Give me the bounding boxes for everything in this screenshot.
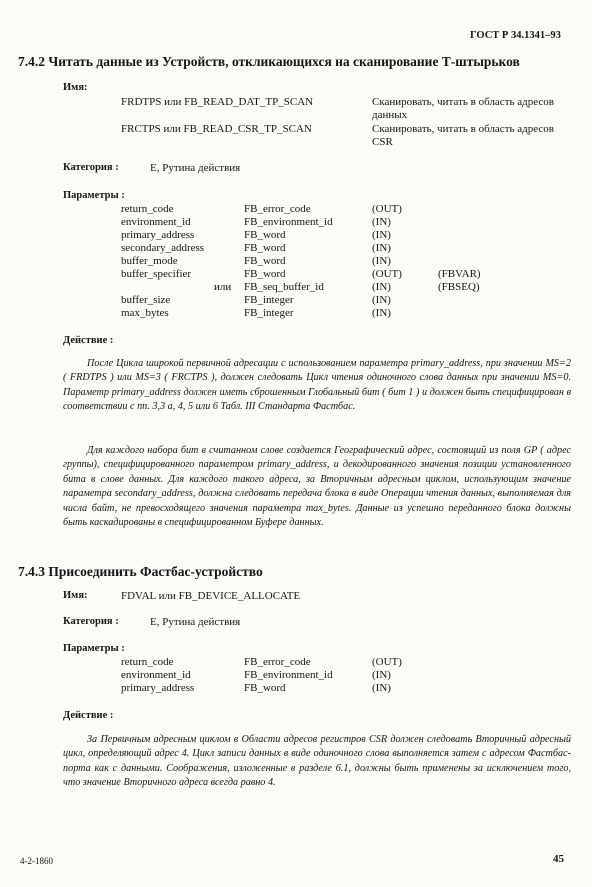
routine-desc-1: Сканировать, читать в область адресов данных [372,96,554,121]
action-paragraph-3: За Первичным адресным циклом в Области адресов регистров CSR должен следовать Вторичный адресный цикл, определяющий адрес 4. Цикл записи данных в виде одиночного слова выполняется затем с адресом Фастбас-порта как с данными. Соображения, изложенные в разделе 6.1, должны быть применены за исключением того, что значение Вторичного адреса всегда равно 4. [63,734,571,789]
param-type: FB_word [244,229,286,241]
param-dir: (IN) [372,216,391,228]
param-dir: (OUT) [372,656,402,668]
routine-name-2: FRCTPS или FB_READ_CSR_TP_SCAN [121,123,312,135]
param-type: FB_seq_buffer_id [244,281,324,293]
param-dir: (IN) [372,242,391,254]
section-title-7-4-3: 7.4.3 Присоединить Фастбас-устройство [18,564,263,579]
param-name: buffer_mode [121,255,178,267]
param-name: primary_address [121,229,195,241]
param-dir: (IN) [372,255,391,267]
param-type: FB_integer [244,294,294,306]
document-code: ГОСТ Р 34.1341–93 [470,30,561,41]
param-name: buffer_specifier [121,268,192,280]
param-dir: (IN) [372,669,391,681]
category-value: Е, Рутина действия [150,162,241,174]
print-code: 4-2-1860 [20,856,53,866]
param-type: FB_word [244,268,286,280]
param-extra: (FBSEQ) [438,281,480,293]
param-type: FB_environment_id [244,669,333,681]
param-alt-prefix: или [214,281,232,293]
name-label: Имя: [63,82,88,93]
param-dir: (IN) [372,294,391,306]
param-name: return_code [121,203,174,215]
param-type: FB_integer [244,307,294,319]
param-name: buffer_size [121,294,171,306]
params-label: Параметры : [63,190,125,201]
category-label: Категория : [63,162,119,173]
routine-name-1: FRDTPS или FB_READ_DAT_TP_SCAN [121,96,314,108]
category-value: Е, Рутина действия [150,616,241,628]
param-type: FB_word [244,242,286,254]
param-dir: (OUT) [372,203,402,215]
param-type: FB_environment_id [244,216,333,228]
action-label: Действие : [63,335,114,346]
param-dir: (IN) [372,281,391,293]
param-name: max_bytes [121,307,169,319]
category-label: Категория : [63,616,119,627]
param-type: FB_error_code [244,656,311,668]
param-name: return_code [121,656,174,668]
param-name: environment_id [121,216,191,228]
param-extra: (FBVAR) [438,268,481,280]
param-type: FB_error_code [244,203,311,215]
section-title-7-4-2: 7.4.2 Читать данные из Устройств, откликающихся на сканирование Т-штырьков [18,54,520,69]
param-type: FB_word [244,255,286,267]
param-name: environment_id [121,669,191,681]
param-dir: (IN) [372,682,391,694]
page-number: 45 [553,853,564,865]
name-label: Имя: [63,590,88,601]
routine-desc-2: Сканировать, читать в область адресов CSR [372,123,554,148]
param-type: FB_word [244,682,286,694]
action-paragraph-1: После Цикла широкой первичной адресации с использованием параметра primary_address, при значении MS=2 ( FRDTPS ) или MS=3 ( FRCTPS ), должен следовать Цикл чтения одиночного слова данных при значении MS=0. Параметр primary_address должен иметь сброшенным Глобальный бит ( бит 1 ) и должен быть специфицирован в соответствии с пп. 3,3 а, 4, 5 или 6 Табл. III Стандарта Фастбас. [63,358,571,413]
routine-name: FDVAL или FB_DEVICE_ALLOCATE [121,590,301,602]
action-paragraph-2: Для каждого набора бит в считанном слове создается Географический адрес, состоящий из поля GP ( адрес группы), специфицированного параметром primary_address, и декодированного значения позиции установленного бита в слове данных. Для каждого такого адреса, за Вторичным адресным циклом, использующим значение параметра secondary_address, должна следовать передача блока в виде Операции чтения данных, выполняемая для числа байт, не превосходящего значения параметра max_bytes. Данные из успешно переданного блока должны быть каскадированы в специфицированном Буфере данных. [63,445,571,529]
param-name: secondary_address [121,242,205,254]
param-dir: (IN) [372,229,391,241]
params-label: Параметры : [63,643,125,654]
param-dir: (IN) [372,307,391,319]
param-name: primary_address [121,682,195,694]
action-label: Действие : [63,710,114,721]
param-dir: (OUT) [372,268,402,280]
